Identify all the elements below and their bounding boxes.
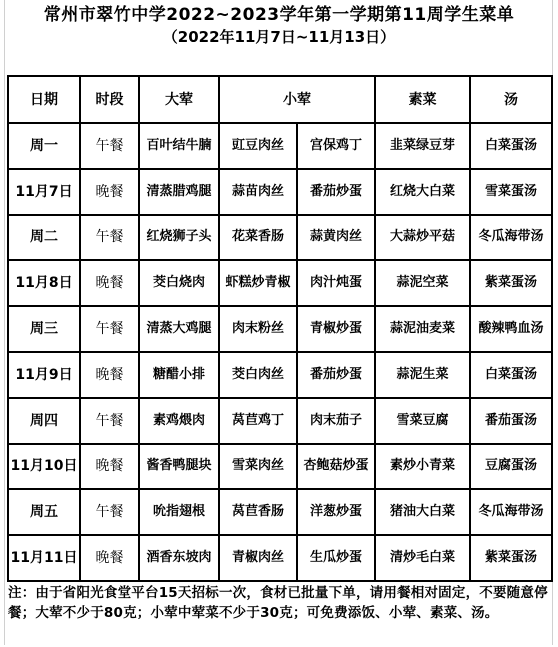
cell-dahun: 红烧狮子头 [139,215,219,261]
cell-xiaohun-2: 蒜黄肉丝 [297,215,375,261]
cell-date: 周二 [8,215,80,261]
header-row [8,76,552,123]
cell-soup: 紫菜蛋汤 [470,260,552,306]
cell-xiaohun-2: 宫保鸡丁 [297,123,375,169]
cell-segment: 晚餐 [80,535,139,581]
menu-row [8,444,552,490]
cell-segment: 午餐 [80,489,139,535]
cell-soup: 白菜蛋汤 [470,352,552,398]
menu-row [8,306,552,352]
cell-dahun: 茭白烧肉 [139,260,219,306]
cell-sucai: 猪油大白菜 [375,489,470,535]
cell-dahun: 糖醋小排 [139,352,219,398]
cell-xiaohun-1: 豇豆肉丝 [219,123,297,169]
cell-dahun: 酒香东坡肉 [139,535,219,581]
cell-soup: 冬瓜海带汤 [470,215,552,261]
cell-xiaohun-2: 青椒炒蛋 [297,306,375,352]
menu-row [8,535,552,581]
cell-sucai: 蒜泥生菜 [375,352,470,398]
cell-xiaohun-1: 莴苣香肠 [219,489,297,535]
cell-date: 11月11日 [8,535,80,581]
cell-sucai: 大蒜炒平菇 [375,215,470,261]
cell-xiaohun-1: 雪菜肉丝 [219,444,297,490]
header-xiaohun: 小荤 [219,76,375,123]
cell-segment: 午餐 [80,215,139,261]
cell-date: 11月10日 [8,444,80,490]
cell-soup: 雪菜蛋汤 [470,169,552,215]
cell-segment: 午餐 [80,123,139,169]
cell-date: 周四 [8,398,80,444]
cell-dahun: 素鸡煨肉 [139,398,219,444]
cell-xiaohun-1: 蒜苗肉丝 [219,169,297,215]
cell-soup: 豆腐蛋汤 [470,444,552,490]
header-segment: 时段 [80,76,139,123]
cell-date: 周三 [8,306,80,352]
cell-xiaohun-2: 肉末茄子 [297,398,375,444]
cell-segment: 晚餐 [80,260,139,306]
cell-dahun: 酱香鸭腿块 [139,444,219,490]
cell-sucai: 素炒小青菜 [375,444,470,490]
menu-row [8,215,552,261]
cell-soup: 白菜蛋汤 [470,123,552,169]
cell-sucai: 清炒毛白菜 [375,535,470,581]
menu-note: 注：由于省阳光食堂平台15天招标一次，食材已批量下单，请用餐相对固定，不要随意停餐；大荤不少于80克；小荤中荤菜不少于30克；可免费添饭、小荤、素菜、汤。 [8,585,548,621]
cell-date: 11月8日 [8,260,80,306]
header-sucai: 素菜 [375,76,470,123]
cell-xiaohun-2: 杏鲍菇炒蛋 [297,444,375,490]
cell-segment: 晚餐 [80,169,139,215]
cell-sucai: 雪菜豆腐 [375,398,470,444]
cell-soup: 冬瓜海带汤 [470,489,552,535]
cell-soup: 酸辣鸭血汤 [470,306,552,352]
menu-body [8,123,552,581]
cell-sucai: 红烧大白菜 [375,169,470,215]
cell-xiaohun-1: 莴苣鸡丁 [219,398,297,444]
header-soup: 汤 [470,76,552,123]
menu-table [7,75,553,582]
header-dahun: 大荤 [139,76,219,123]
menu-row [8,260,552,306]
cell-xiaohun-1: 虾糕炒青椒 [219,260,297,306]
menu-row [8,123,552,169]
cell-xiaohun-1: 肉末粉丝 [219,306,297,352]
cell-xiaohun-2: 番茄炒蛋 [297,352,375,398]
cell-sucai: 蒜泥油麦菜 [375,306,470,352]
cell-xiaohun-1: 青椒肉丝 [219,535,297,581]
cell-segment: 晚餐 [80,444,139,490]
cell-segment: 晚餐 [80,352,139,398]
cell-xiaohun-1: 茭白肉丝 [219,352,297,398]
cell-date: 周五 [8,489,80,535]
cell-sucai: 韭菜绿豆芽 [375,123,470,169]
cell-segment: 午餐 [80,398,139,444]
cell-segment: 午餐 [80,306,139,352]
menu-row [8,489,552,535]
menu-date-range: （2022年11月7日~11月13日） [162,28,396,46]
header-date: 日期 [8,76,80,123]
menu-row [8,352,552,398]
cell-date: 11月9日 [8,352,80,398]
cell-dahun: 百叶结牛腩 [139,123,219,169]
cell-soup: 紫菜蛋汤 [470,535,552,581]
cell-dahun: 清蒸大鸡腿 [139,306,219,352]
cell-dahun: 清蒸腊鸡腿 [139,169,219,215]
cell-xiaohun-2: 生瓜炒蛋 [297,535,375,581]
cell-xiaohun-2: 洋葱炒蛋 [297,489,375,535]
cell-date: 11月7日 [8,169,80,215]
cell-xiaohun-2: 肉汁炖蛋 [297,260,375,306]
cell-xiaohun-2: 番茄炒蛋 [297,169,375,215]
cell-xiaohun-1: 花菜香肠 [219,215,297,261]
menu-title: 常州市翠竹中学2022~2023学年第一学期第11周学生菜单 [43,5,515,25]
cell-soup: 番茄蛋汤 [470,398,552,444]
cell-date: 周一 [8,123,80,169]
menu-row [8,398,552,444]
menu-row [8,169,552,215]
cell-dahun: 吮指翅根 [139,489,219,535]
cell-sucai: 蒜泥空菜 [375,260,470,306]
